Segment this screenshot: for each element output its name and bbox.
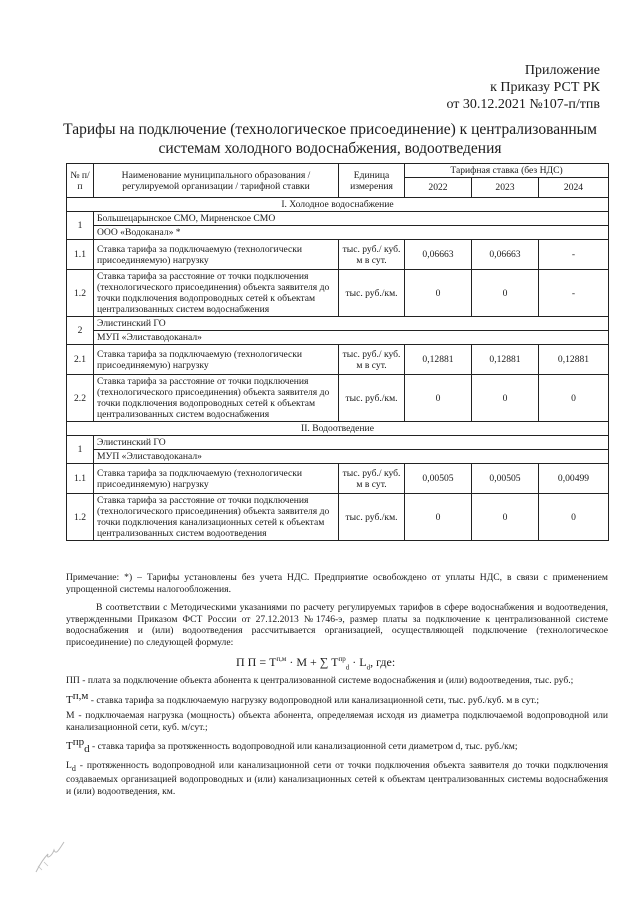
group-row <box>67 436 609 450</box>
row-value-2023: 0,06663 <box>472 240 539 270</box>
org-row <box>67 226 609 240</box>
group-row <box>67 212 609 226</box>
def-l-sub: d <box>71 763 76 773</box>
appendix-block <box>446 62 600 113</box>
row-num: 2.1 <box>67 345 94 375</box>
table-row <box>67 270 609 317</box>
row-value-2024: 0,00499 <box>539 464 609 494</box>
tariffs-table <box>66 163 609 541</box>
row-value-2022: 0,12881 <box>405 345 472 375</box>
section-row <box>67 422 609 436</box>
def-pp: ПП - плата за подключение объекта абонента к централизованной системе водоснабжения и (или) водоотведения, тыс. руб.; <box>66 675 574 686</box>
table-row <box>67 345 609 375</box>
group-org: ООО «Водоканал» * <box>94 226 609 240</box>
def-td-symbol: T <box>66 740 73 753</box>
row-value-2022: 0 <box>405 270 472 317</box>
group-municipality: Большецарынское СМО, Мирненское СМО <box>94 212 609 226</box>
appendix-line-3: от 30.12.2021 №107-п/тпв <box>446 97 600 112</box>
formula-td-sup: пр <box>338 655 346 663</box>
row-value-2024: 0 <box>539 375 609 422</box>
def-l-symbol: L <box>66 759 72 771</box>
header-year-2023: 2023 <box>472 178 539 198</box>
section-row <box>67 198 609 212</box>
group-num: 2 <box>67 317 94 345</box>
row-num: 1.2 <box>67 494 94 541</box>
signature-scribble-icon <box>30 836 70 878</box>
title-line-2: системам холодного водоснабжения, водоотведения <box>158 140 502 157</box>
formula-td-sub: d <box>345 663 350 672</box>
formula-l-sub: d <box>366 663 371 672</box>
def-t-text: - ставка тарифа за подключаемую нагрузку водопроводной или канализационной сети, тыс. руб./куб. м в сут.; <box>88 694 540 706</box>
title-line-1: Тарифы на подключение (технологическое присоединение) к централизованным <box>63 121 597 138</box>
header-year-2024: 2024 <box>539 178 609 198</box>
formula-mid: · M + ∑ T <box>289 655 339 669</box>
row-num: 1.2 <box>67 270 94 317</box>
header-unit: Единица измерения <box>339 164 405 198</box>
def-t-sup: п,м <box>72 689 89 702</box>
row-value-2024: 0 <box>539 494 609 541</box>
table-row <box>67 464 609 494</box>
table-row <box>67 375 609 422</box>
row-num: 1.1 <box>67 240 94 270</box>
row-num: 2.2 <box>67 375 94 422</box>
row-value-2023: 0,00505 <box>472 464 539 494</box>
def-td <box>66 737 608 756</box>
def-td-sub: d <box>84 743 90 756</box>
def-td-text: - ставка тарифа за протяженность водопроводной или канализационной сети диаметром d, тыс. руб./км; <box>89 741 518 753</box>
row-value-2022: 0,06663 <box>405 240 472 270</box>
def-td-sup: пр <box>72 736 85 749</box>
org-row <box>67 331 609 345</box>
row-unit: тыс. руб./ куб. м в сут. <box>339 240 405 270</box>
row-value-2022: 0 <box>405 375 472 422</box>
row-name: Ставка тарифа за расстояние от точки подключения (технологического присоединения) объекта заявителя до точки подключения водопроводных сетей к объектам централизованных систем водоснабжения <box>94 270 339 317</box>
def-m: M - подключаемая нагрузка (мощность) объекта абонента, определяемая исходя из диаметра подключаемой водопроводной или канализационной сети, куб. м/сут.; <box>66 710 608 733</box>
row-name: Ставка тарифа за подключаемую (технологически присоединяемую) нагрузку <box>94 464 339 494</box>
row-value-2022: 0,00505 <box>405 464 472 494</box>
group-municipality: Элистинский ГО <box>94 436 609 450</box>
row-unit: тыс. руб./ куб. м в сут. <box>339 345 405 375</box>
method-paragraph: В соответствии с Методическими указаниями по расчету регулируемых тарифов в сфере водоснабжения и водоотведения, утвержденными Приказом ФСТ России от 27.12.2013 №1746-э, размер платы за подключение к централизованной системе водоснабжения и (или) водоотведения рассчитывается организацией, осуществляющей подключение (технологическое присоединение) по следующей формуле: <box>66 602 608 648</box>
payment-formula <box>236 655 395 671</box>
formula-lhs: П П = T <box>236 655 277 669</box>
definitions <box>66 675 608 801</box>
row-value-2023: 0 <box>472 375 539 422</box>
document-title <box>60 120 600 158</box>
group-num: 1 <box>67 436 94 464</box>
row-unit: тыс. руб./км. <box>339 270 405 317</box>
org-row <box>67 450 609 464</box>
group-org: МУП «Элиставодоканал» <box>94 331 609 345</box>
footnote: Примечание: *) – Тарифы установлены без учета НДС. Предприятие освобождено от уплаты НДС, в связи с применением упрощенной системы налогообложения. <box>66 572 608 595</box>
row-name: Ставка тарифа за подключаемую (технологически присоединяемую) нагрузку <box>94 240 339 270</box>
def-l-text: - протяженность водопроводной или канализационной сети от точки подключения объекта заявителя до точки подключения создаваемых организацией водопроводных и (или) канализационных сетей к объектам централизованных системы водоснабжения и (или) водоотведения, км. <box>66 759 608 797</box>
row-unit: тыс. руб./км. <box>339 494 405 541</box>
group-num: 1 <box>67 212 94 240</box>
def-l <box>66 760 608 797</box>
row-value-2024: - <box>539 240 609 270</box>
row-value-2024: - <box>539 270 609 317</box>
section-title: I. Холодное водоснабжение <box>67 198 609 212</box>
group-org: МУП «Элиставодоканал» <box>94 450 609 464</box>
row-value-2023: 0,12881 <box>472 345 539 375</box>
header-num: № п/п <box>67 164 94 198</box>
row-value-2023: 0 <box>472 494 539 541</box>
formula-tail: , где: <box>370 655 396 669</box>
row-num: 1.1 <box>67 464 94 494</box>
appendix-line-2: к Приказу РСТ РК <box>490 80 600 95</box>
row-name: Ставка тарифа за подключаемую (технологически присоединяемую) нагрузку <box>94 345 339 375</box>
table-row <box>67 494 609 541</box>
def-t <box>66 691 608 707</box>
row-unit: тыс. руб./ куб. м в сут. <box>339 464 405 494</box>
row-value-2023: 0 <box>472 270 539 317</box>
row-value-2022: 0 <box>405 494 472 541</box>
table-row <box>67 240 609 270</box>
header-rate: Тарифная ставка (без НДС) <box>405 164 609 178</box>
formula-l: · L <box>352 655 367 669</box>
formula-t-sup: п,м <box>276 655 287 663</box>
row-name: Ставка тарифа за расстояние от точки подключения (технологического присоединения) объекта заявителя до точки подключения водопроводных сетей к объектам централизованных систем водоснабжения <box>94 375 339 422</box>
section-title: II. Водоотведение <box>67 422 609 436</box>
row-value-2024: 0,12881 <box>539 345 609 375</box>
row-unit: тыс. руб./км. <box>339 375 405 422</box>
header-year-2022: 2022 <box>405 178 472 198</box>
header-name: Наименование муниципального образования / регулируемой организации / тарифной ставки <box>94 164 339 198</box>
appendix-line-1: Приложение <box>524 63 600 78</box>
row-name: Ставка тарифа за расстояние от точки подключения (технологического присоединения) объекта заявителя до точки подключения канализационных сетей к объектам централизованных систем водоотведения <box>94 494 339 541</box>
def-t-symbol: T <box>66 693 73 706</box>
group-row <box>67 317 609 331</box>
group-municipality: Элистинский ГО <box>94 317 609 331</box>
